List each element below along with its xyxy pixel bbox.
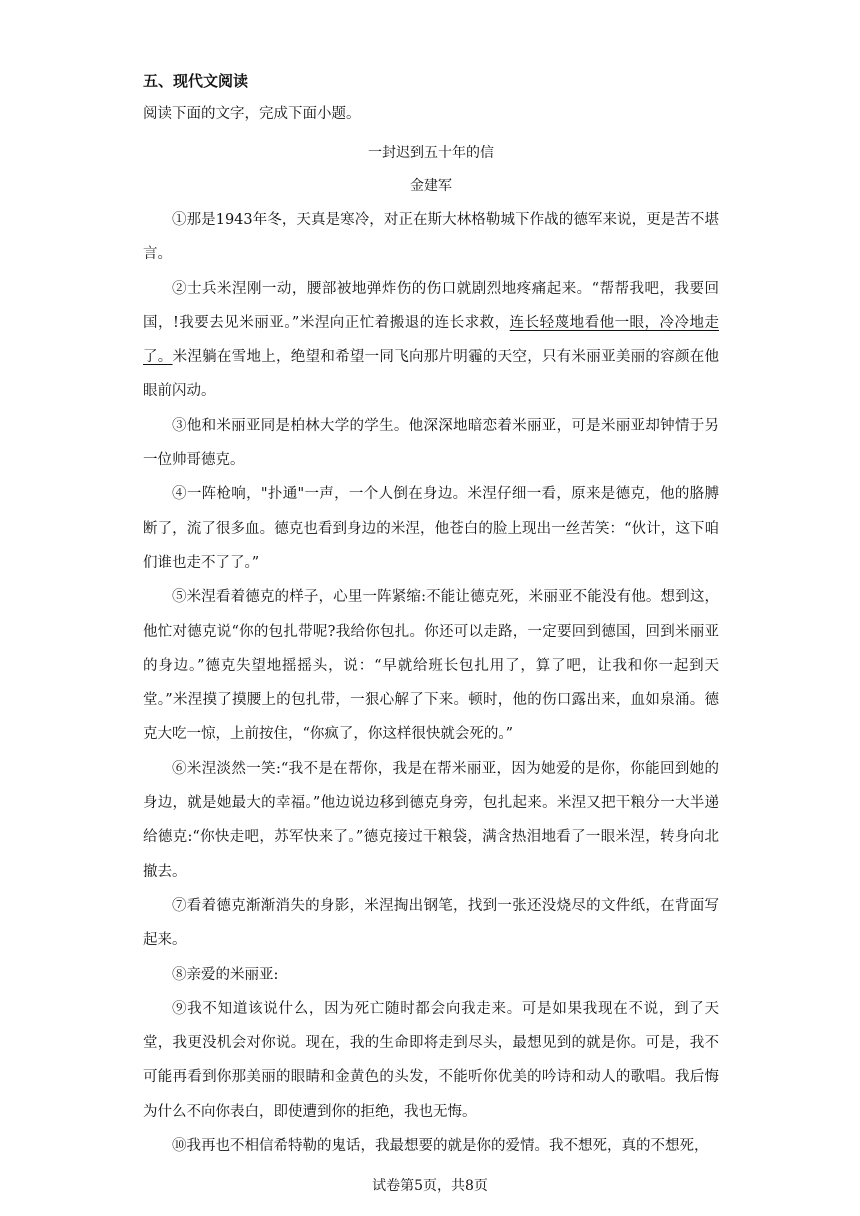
paragraph-3: ③他和米丽亚同是柏林大学的学生。他深深地暗恋着米丽亚，可是米丽亚却钟情于另一位帅哥德克。 [143,417,719,469]
article-author: 金建军 [410,178,452,194]
paragraph-10: ⑩我再也不相信希特勒的鬼话，我最想要的就是你的爱情。我不想死，真的不想死， [172,1138,709,1155]
paragraph-5: ⑤米涅看着德克的样子，心里一阵紧缩:不能让德克死，米丽亚不能没有他。想到这，他忙对德克说“你的包扎带呢?我给你包扎。你还可以走路，一定要回到德国，回到米丽亚的身边。”德克失望地摇摇头，说：“早就给班长包扎用了，算了吧，让我和你一起到天堂。”米涅摸了摸腰上的包扎带，一狠心解了下来。顿时，他的伤口露出来，血如泉涌。德克大吃一惊，上前按住，“你疯了，你这样很快就会死的。” [143,589,719,743]
paragraph-6: ⑥米涅淡然一笑:“我不是在帮你，我是在帮米丽亚，因为她爱的是你，你能回到她的身边，就是她最大的幸福。”他边说边移到德克身旁，包扎起来。米涅又把干粮分一大半递给德克:“你快走吧，苏军快来了。”德克接过干粮袋，满含热泪地看了一眼米涅，转身向北撤去。 [143,760,719,880]
paragraph-2 [143,272,719,409]
article-title: 一封迟到五十年的信 [368,145,494,161]
paragraph-1: ①那是1943年冬，天真是寒冷，对正在斯大林格勒城下作战的德军来说，更是苦不堪言。 [143,212,719,263]
paragraph-2-text-after: 米涅躺在雪地上，绝望和希望一同飞向那片明霾的天空，只有米丽亚美丽的容颜在他眼前闪动。 [143,349,720,400]
underlined-sentence: 连长轻蔑地看他一眼，冷冷地走了。 [143,314,719,366]
paragraph-7: ⑦看着德克渐渐消失的身影，米涅掏出钢笔，找到一张还没烧尽的文件纸，在背面写起来。 [143,897,719,949]
section-heading: 五、现代文阅读 [143,72,249,90]
paragraph-4: ④一阵枪响，"扑通"一声，一个人倒在身边。米涅仔细一看，原来是德克，他的胳膊断了，流了很多血。德克也看到身边的米涅，他苍白的脸上现出一丝苦笑：“伙计，这下咱们谁也走不了了。” [143,486,719,571]
paragraph-9: ⑨我不知道该说什么，因为死亡随时都会向我走来。可是如果我现在不说，到了天堂，我更没机会对你说。现在，我的生命即将走到尽头，最想见到的就是你。可是，我不可能再看到你那美丽的眼睛和金黄色的头发，不能听你优美的吟诗和动人的歌唱。我后悔为什么不向你表白，即使遭到你的拒绝，我也无悔。 [143,1000,719,1120]
paragraph-8: ⑧亲爱的米丽亚: [172,966,279,983]
page-footer: 试卷第5页，共8页 [372,1178,488,1194]
paragraph-2-text-before: ②士兵米涅刚一动，腰部被地弹炸伤的伤口就剧烈地疼痛起来。“帮帮我吧，我要回国，!我要去见米丽亚。”米涅向正忙着搬退的连长求救， [143,280,719,331]
reading-instruction: 阅读下面的文字，完成下面小题。 [143,106,361,122]
article-body [143,203,719,1163]
